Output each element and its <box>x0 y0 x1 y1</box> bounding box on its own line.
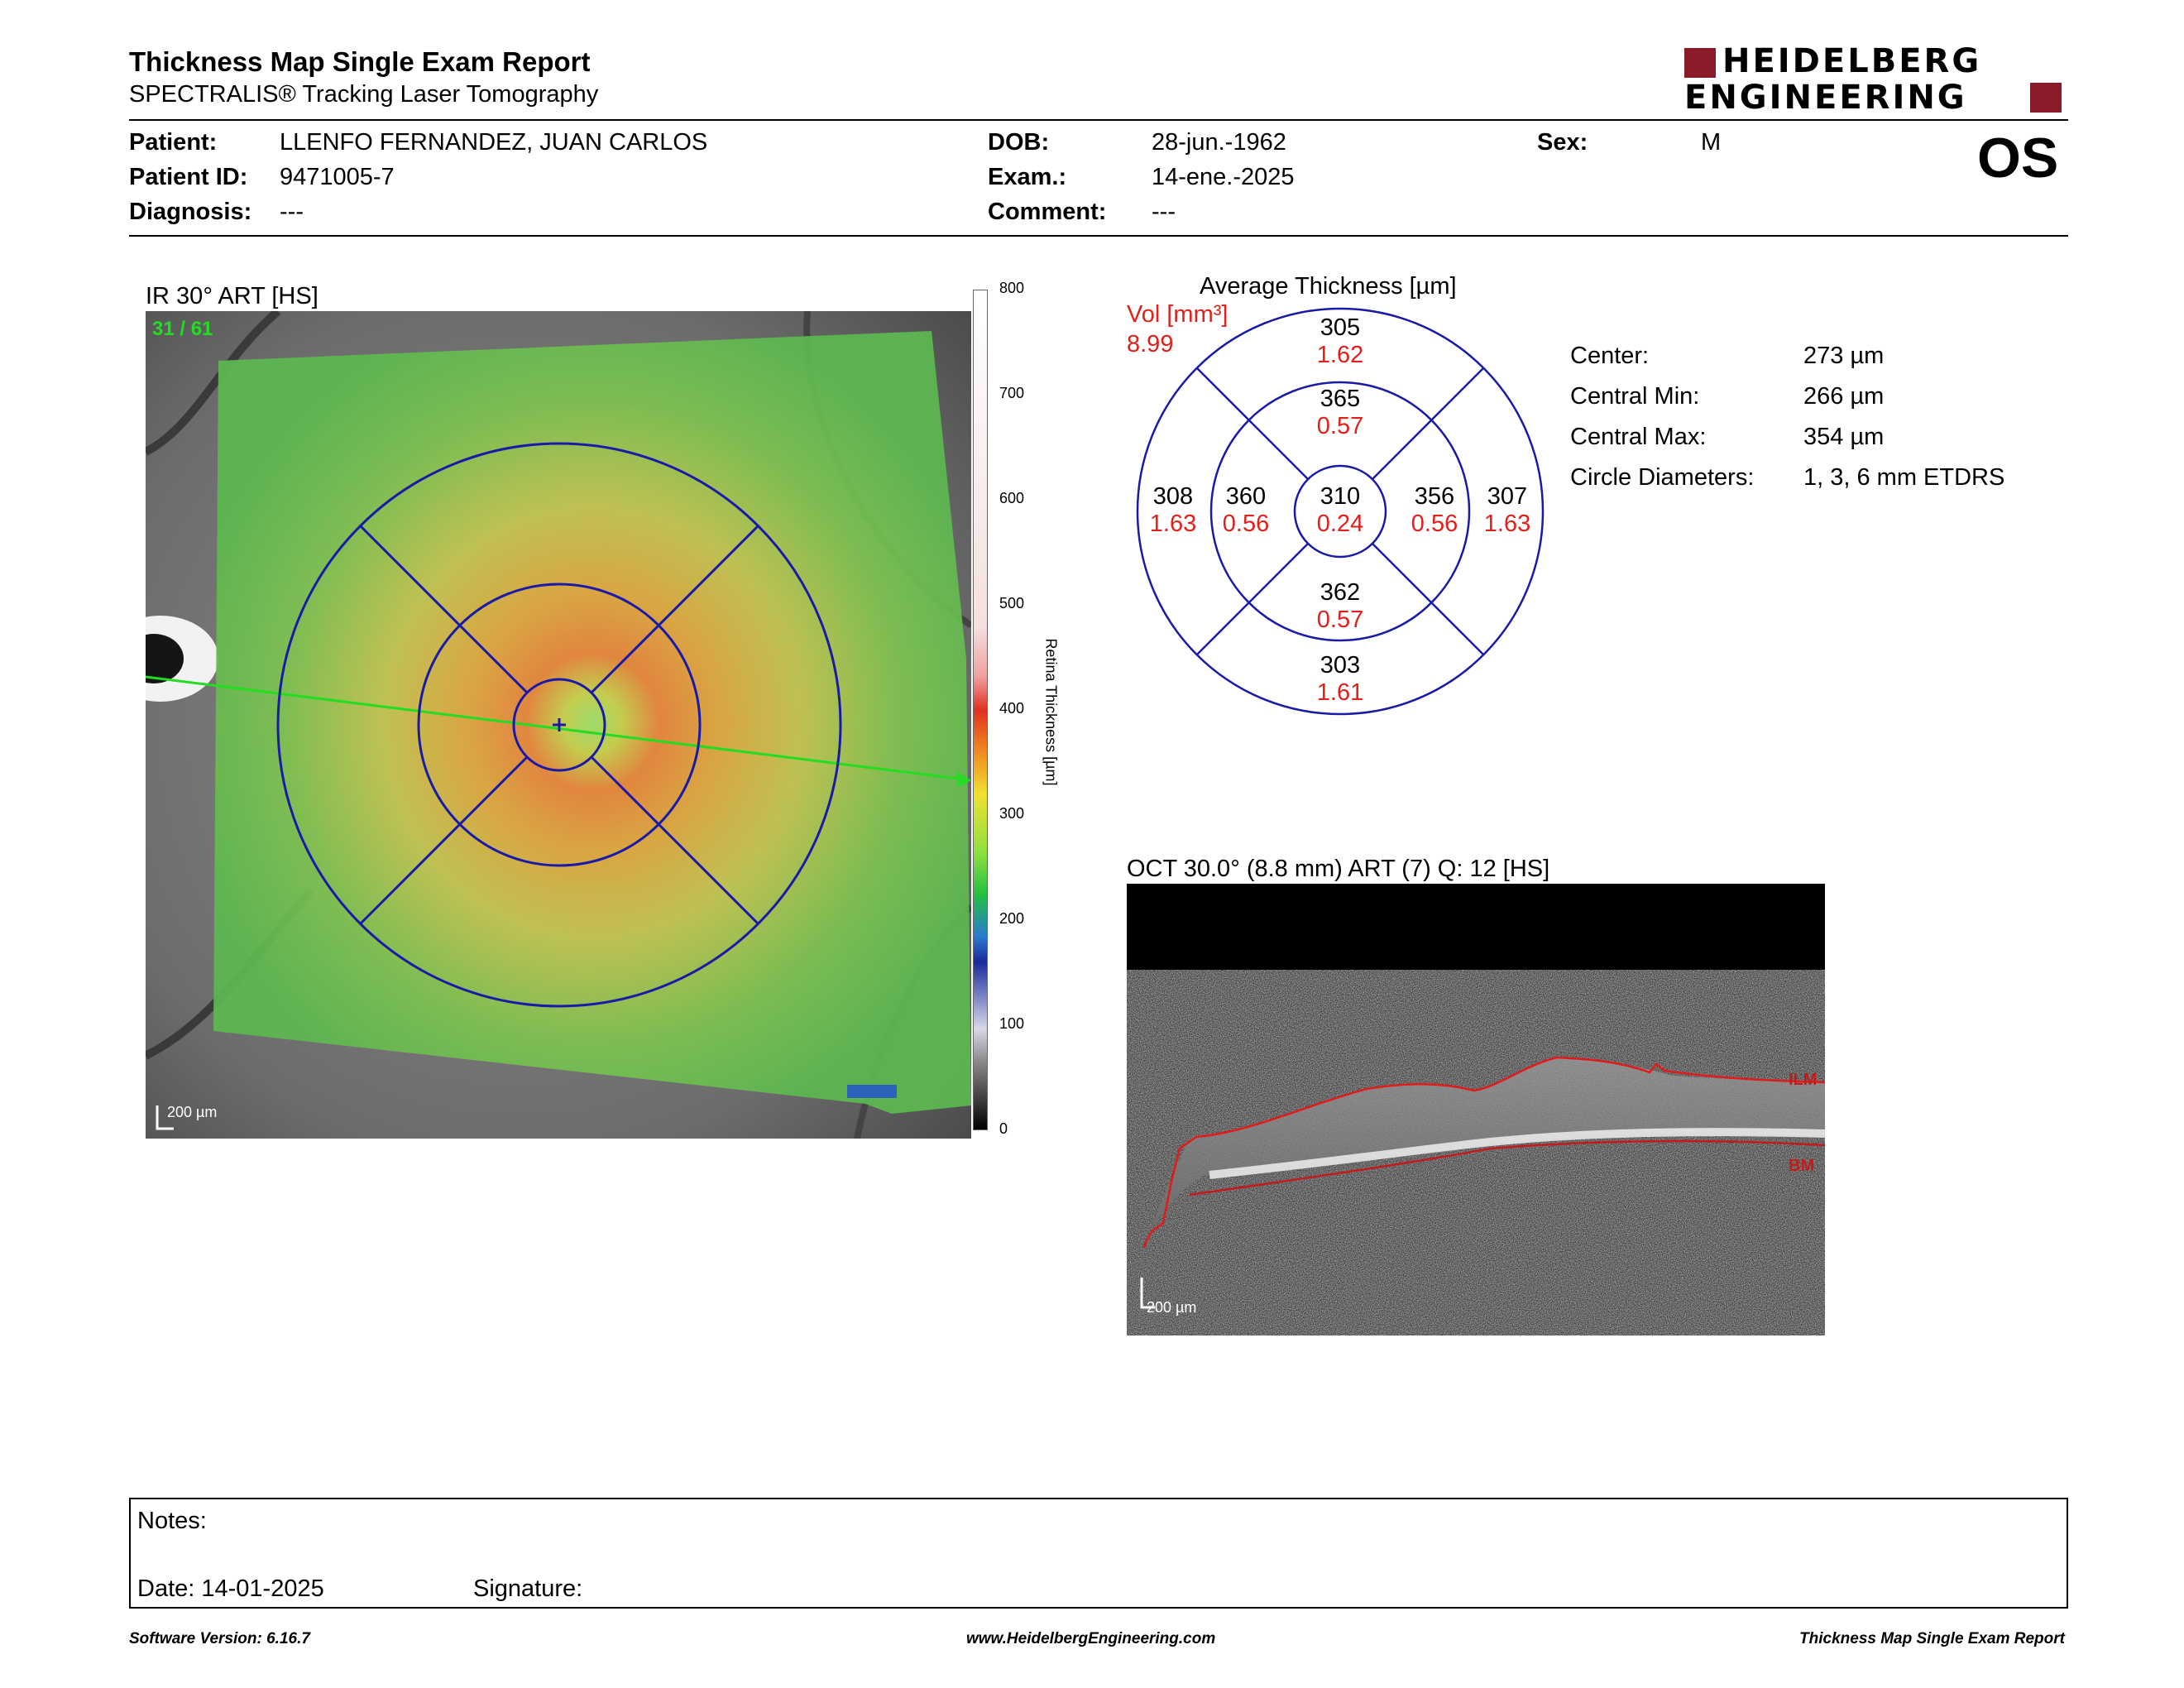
center-label: Center: <box>1570 343 1650 369</box>
header-rule-top <box>129 119 2068 121</box>
etdrs-divider <box>1197 368 1308 479</box>
sex-label: Sex: <box>1537 129 1588 156</box>
sector-inner-superior <box>1299 386 1382 440</box>
oct-top-mask <box>1127 884 1825 970</box>
diagnosis-value: --- <box>280 199 304 225</box>
diagnosis-label: Diagnosis: <box>129 199 252 225</box>
report-subtitle: SPECTRALIS® Tracking Laser Tomography <box>129 81 599 108</box>
sector-thickness: 360 <box>1225 483 1267 510</box>
sector-inner-temporal <box>1213 483 1279 538</box>
patient-label: Patient: <box>129 129 218 156</box>
logo-line-2: ENGINEERING <box>1684 79 1967 117</box>
circle-diameters-value: 1, 3, 6 mm ETDRS <box>1803 464 2005 491</box>
sector-thickness: 362 <box>1320 579 1361 606</box>
etdrs-grid <box>1135 306 1545 717</box>
volume-label: Vol [mm³] <box>1127 301 1228 328</box>
sector-volume: 1.61 <box>1316 679 1364 706</box>
patient-value: LLENFO FERNANDEZ, JUAN CARLOS <box>280 129 708 156</box>
ir-scale-label: 200 µm <box>167 1104 218 1120</box>
exam-label: Exam.: <box>988 164 1067 190</box>
colorbar-tick: 600 <box>999 490 1025 506</box>
sector-inner-inferior <box>1299 579 1382 634</box>
patient-id-value: 9471005-7 <box>280 164 395 190</box>
sector-volume: 0.57 <box>1316 413 1364 439</box>
sector-volume: 1.63 <box>1149 511 1197 537</box>
dob-value: 28-jun.-1962 <box>1152 129 1286 156</box>
colorbar-tick: 300 <box>999 805 1025 822</box>
signature-label: Signature: <box>473 1575 583 1602</box>
patient-id-label: Patient ID: <box>129 164 248 190</box>
sector-volume: 1.62 <box>1316 342 1364 368</box>
colorbar-label: Retina Thickness [µm] <box>1042 638 1060 786</box>
eye-indicator: OS <box>1977 127 2059 189</box>
dob-label: DOB: <box>988 129 1050 156</box>
footer-website[interactable]: www.HeidelbergEngineering.com <box>966 1630 1216 1647</box>
sector-volume: 0.57 <box>1316 607 1364 633</box>
oct-scale-label: 200 µm <box>1147 1299 1197 1316</box>
circle-diameters-label: Circle Diameters: <box>1570 464 1755 491</box>
sector-center <box>1307 483 1373 538</box>
ir-image-title: IR 30° ART [HS] <box>146 283 318 309</box>
sector-volume: 1.63 <box>1483 511 1531 537</box>
etdrs-divider <box>1197 544 1308 655</box>
volume-total: 8.99 <box>1127 331 1174 357</box>
thickness-map-overlay <box>213 331 971 1114</box>
sector-volume: 0.24 <box>1316 511 1364 537</box>
notes-label: Notes: <box>137 1508 207 1534</box>
comment-value: --- <box>1152 199 1176 225</box>
logo-square-top <box>1684 48 1716 78</box>
oct-bscan-image <box>1127 884 1825 1336</box>
notes-box[interactable] <box>129 1498 2068 1609</box>
central-min-value: 266 µm <box>1803 383 1885 410</box>
sector-outer-nasal <box>1474 483 1540 538</box>
colorbar-tick: 0 <box>999 1120 1008 1137</box>
etdrs-title: Average Thickness [µm] <box>1200 273 1457 300</box>
sector-volume: 0.56 <box>1222 511 1270 537</box>
header-rule-bottom <box>129 235 2068 237</box>
sector-thickness: 305 <box>1320 314 1361 341</box>
center-value: 273 µm <box>1803 343 1885 369</box>
exam-value: 14-ene.-2025 <box>1152 164 1295 190</box>
central-min-label: Central Min: <box>1570 383 1700 410</box>
etdrs-divider <box>1372 368 1483 479</box>
sector-inner-nasal <box>1401 483 1468 538</box>
colorbar-tick: 200 <box>999 910 1025 927</box>
colorbar-tick: 700 <box>999 385 1025 401</box>
logo-square-bottom <box>2030 83 2062 113</box>
date-label: Date: 14-01-2025 <box>137 1575 324 1602</box>
colorbar-tick: 100 <box>999 1015 1025 1032</box>
thickness-colorbar <box>973 290 988 1130</box>
report-title: Thickness Map Single Exam Report <box>129 46 591 77</box>
ilm-label: ILM <box>1789 1071 1818 1089</box>
logo-line-1: HEIDELBERG <box>1722 42 1982 80</box>
heidelberg-logo <box>1684 42 2065 117</box>
central-max-label: Central Max: <box>1570 424 1707 450</box>
etdrs-divider <box>1372 544 1483 655</box>
bm-label: BM <box>1789 1157 1815 1175</box>
sector-thickness: 308 <box>1152 483 1194 510</box>
comment-label: Comment: <box>988 199 1107 225</box>
colorbar-tick: 400 <box>999 700 1025 717</box>
oct-title: OCT 30.0° (8.8 mm) ART (7) Q: 12 [HS] <box>1127 856 1550 882</box>
sector-outer-inferior <box>1299 652 1382 707</box>
frame-counter: 31 / 61 <box>152 318 213 340</box>
sector-thickness: 307 <box>1487 483 1528 510</box>
sector-thickness: 303 <box>1320 652 1361 679</box>
footer-report-name: Thickness Map Single Exam Report <box>1799 1630 2065 1647</box>
sector-thickness: 365 <box>1320 386 1361 412</box>
footer-software-version: Software Version: 6.16.7 <box>129 1630 310 1647</box>
sex-value: M <box>1701 129 1722 156</box>
ir-thickness-svg <box>146 311 971 1139</box>
central-max-value: 354 µm <box>1803 424 1885 450</box>
sector-outer-superior <box>1299 314 1382 369</box>
colorbar-tick: 500 <box>999 595 1025 611</box>
colorbar-tick: 800 <box>999 280 1025 296</box>
sector-thickness: 356 <box>1414 483 1455 510</box>
oct-bscan-svg <box>1127 884 1825 1336</box>
ir-thickness-image <box>146 311 971 1139</box>
sector-volume: 0.56 <box>1410 511 1458 537</box>
thin-region <box>847 1085 897 1098</box>
sector-outer-temporal <box>1140 483 1206 538</box>
sector-thickness: 310 <box>1320 483 1361 510</box>
